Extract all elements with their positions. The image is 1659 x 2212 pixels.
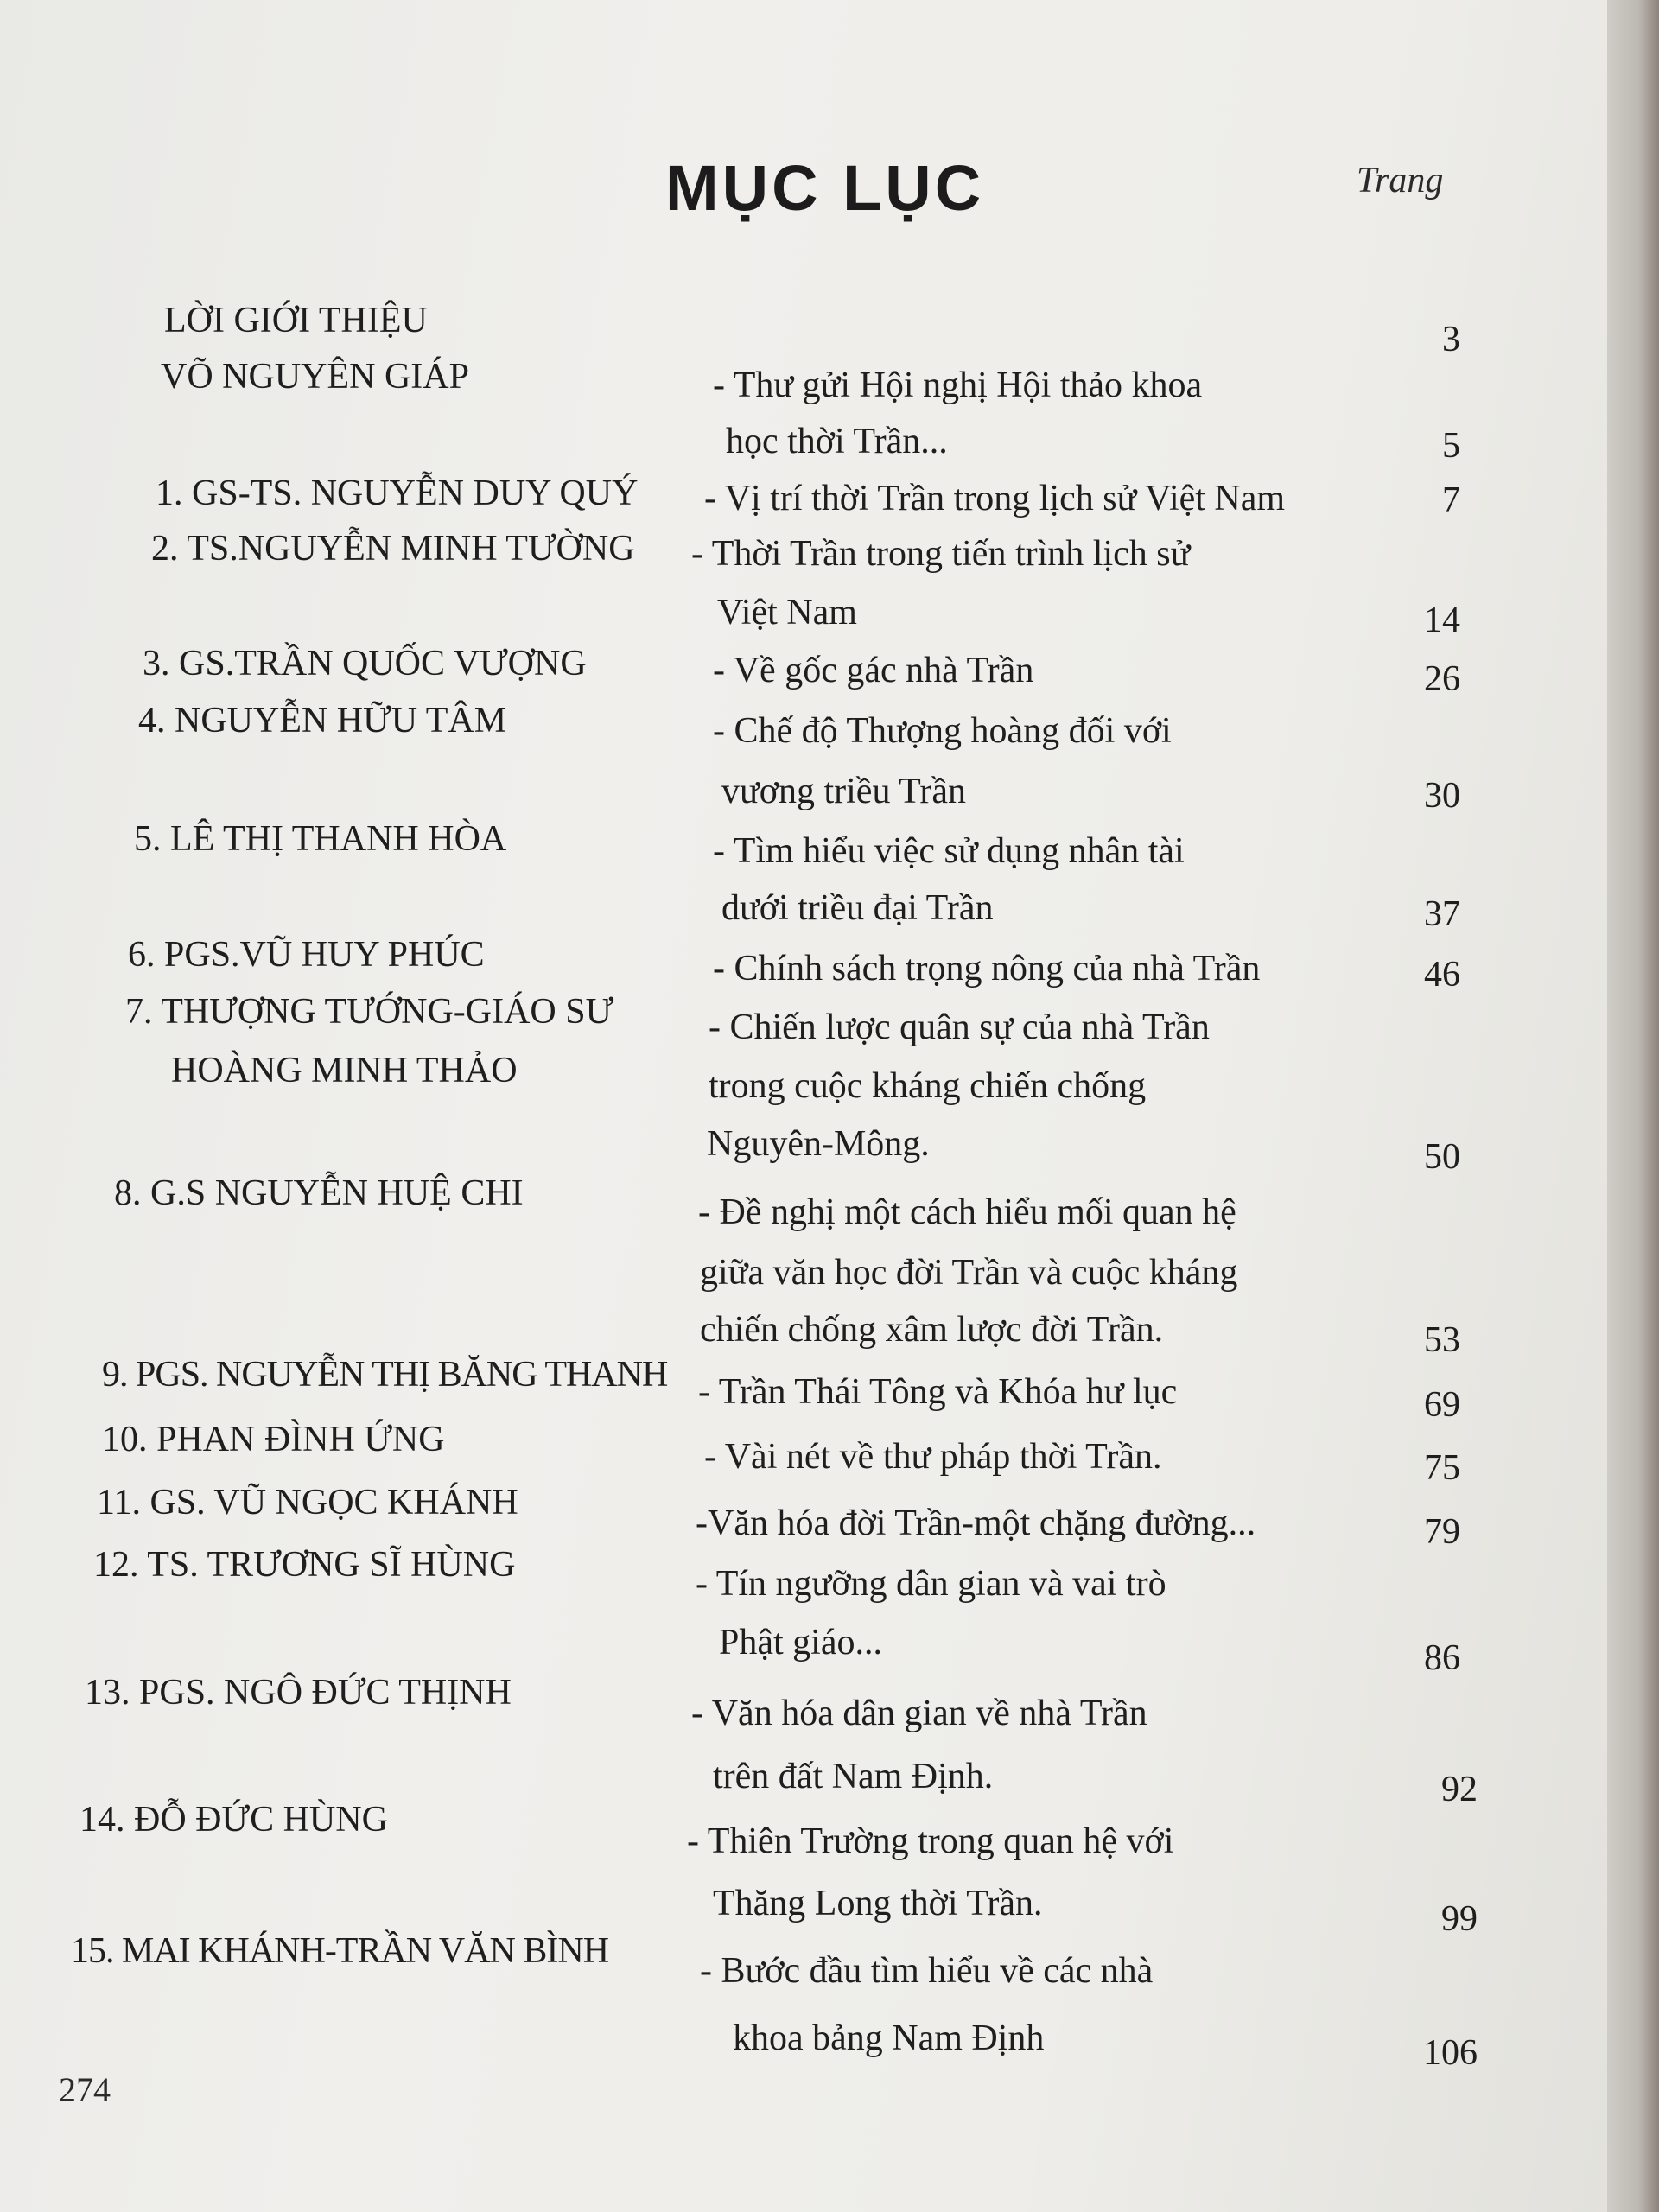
toc-title-line: - Vị trí thời Trần trong lịch sử Việt Nam (704, 479, 1286, 518)
toc-page: 14 (1424, 601, 1460, 640)
preface-page: 3 (1442, 320, 1460, 359)
toc-title-line: - Chế độ Thượng hoàng đối với (713, 711, 1172, 751)
toc-author: 1. GS-TS. NGUYỄN DUY QUÝ (156, 474, 639, 513)
toc-author: 7. THƯỢNG TƯỚNG-GIÁO SƯ (125, 992, 614, 1032)
toc-title-line: giữa văn học đời Trần và cuộc kháng (700, 1253, 1238, 1293)
toc-title-line: - Chiến lược quân sự của nhà Trần (709, 1007, 1210, 1047)
toc-title-line: - Tìm hiểu việc sử dụng nhân tài (713, 831, 1185, 871)
toc-title-line: vương triều Trần (721, 772, 966, 811)
toc-title-line: chiến chống xâm lược đời Trần. (700, 1310, 1164, 1350)
next-page-edge (1607, 0, 1659, 2212)
toc-author: 3. GS.TRẦN QUỐC VƯỢNG (143, 644, 587, 683)
toc-page: 86 (1424, 1638, 1460, 1678)
toc-author: VÕ NGUYÊN GIÁP (161, 357, 469, 397)
toc-title-line: - Thư gửi Hội nghị Hội thảo khoa (713, 365, 1203, 405)
toc-title-line: trong cuộc kháng chiến chống (709, 1066, 1147, 1106)
toc-author: 14. ĐỖ ĐỨC HÙNG (79, 1800, 388, 1840)
toc-author: 5. LÊ THỊ THANH HÒA (134, 819, 507, 859)
toc-author: 11. GS. VŨ NGỌC KHÁNH (97, 1483, 518, 1522)
toc-author: 15. MAI KHÁNH-TRẦN VĂN BÌNH (71, 1931, 609, 1971)
toc-title-line: Nguyên-Mông. (707, 1124, 930, 1164)
page-column-label: Trang (1357, 161, 1444, 200)
toc-author-line2: HOÀNG MINH THẢO (171, 1051, 518, 1090)
toc-page: 37 (1424, 894, 1460, 934)
toc-title-line: - Thời Trần trong tiến trình lịch sử (691, 534, 1191, 574)
preface-label: LỜI GIỚI THIỆU (164, 301, 428, 340)
toc-page: 75 (1424, 1448, 1460, 1488)
toc-author: 2. TS.NGUYỄN MINH TƯỜNG (151, 529, 635, 569)
toc-author: 9. PGS. NGUYỄN THỊ BĂNG THANH (102, 1355, 668, 1395)
toc-author: 13. PGS. NGÔ ĐỨC THỊNH (85, 1673, 512, 1713)
toc-title-line: Việt Nam (717, 593, 857, 632)
toc-title-line: - Đề nghị một cách hiểu mối quan hệ (698, 1192, 1236, 1232)
toc-page: 79 (1424, 1512, 1460, 1552)
toc-author: 10. PHAN ĐÌNH ỨNG (102, 1420, 445, 1459)
toc-page: 46 (1424, 955, 1460, 995)
toc-page: 26 (1424, 659, 1460, 699)
toc-author: 12. TS. TRƯƠNG SĨ HÙNG (93, 1545, 516, 1585)
toc-title-line: - Văn hóa dân gian về nhà Trần (691, 1694, 1147, 1733)
toc-title-line: - Chính sách trọng nông của nhà Trần (713, 949, 1261, 988)
toc-title-line: - Tín ngưỡng dân gian và vai trò (696, 1564, 1166, 1604)
toc-title-line: học thời Trần... (726, 422, 948, 461)
toc-page: 106 (1423, 2033, 1478, 2073)
toc-title-line: Thăng Long thời Trần. (713, 1884, 1043, 1923)
toc-page: 92 (1441, 1770, 1478, 1809)
toc-title-line: Phật giáo... (719, 1623, 882, 1662)
toc-author: 6. PGS.VŨ HUY PHÚC (128, 935, 485, 975)
page-number: 274 (59, 2070, 111, 2109)
toc-title-line: -Văn hóa đời Trần-một chặng đường... (696, 1503, 1256, 1543)
toc-title-line: - Về gốc gác nhà Trần (713, 651, 1034, 690)
toc-page: 5 (1442, 426, 1460, 466)
toc-title-line: - Thiên Trường trong quan hệ với (687, 1821, 1174, 1861)
toc-page: 30 (1424, 776, 1460, 816)
page-title: MỤC LỤC (665, 152, 985, 224)
toc-title-line: dưới triều đại Trần (721, 888, 994, 928)
toc-page: 53 (1424, 1320, 1460, 1360)
toc-page: 50 (1424, 1137, 1460, 1177)
toc-author: 4. NGUYỄN HỮU TÂM (138, 701, 507, 741)
toc-page: 7 (1442, 480, 1460, 520)
toc-title-line: khoa bảng Nam Định (733, 2018, 1045, 2058)
toc-page: 99 (1441, 1899, 1478, 1939)
toc-title-line: - Trần Thái Tông và Khóa hư lục (698, 1372, 1178, 1412)
toc-title-line: - Vài nét về thư pháp thời Trần. (704, 1437, 1162, 1477)
toc-title-line: trên đất Nam Định. (713, 1757, 994, 1796)
toc-author: 8. G.S NGUYỄN HUỆ CHI (114, 1173, 524, 1213)
toc-title-line: - Bước đầu tìm hiểu về các nhà (700, 1951, 1154, 1991)
toc-page: 69 (1424, 1385, 1460, 1425)
